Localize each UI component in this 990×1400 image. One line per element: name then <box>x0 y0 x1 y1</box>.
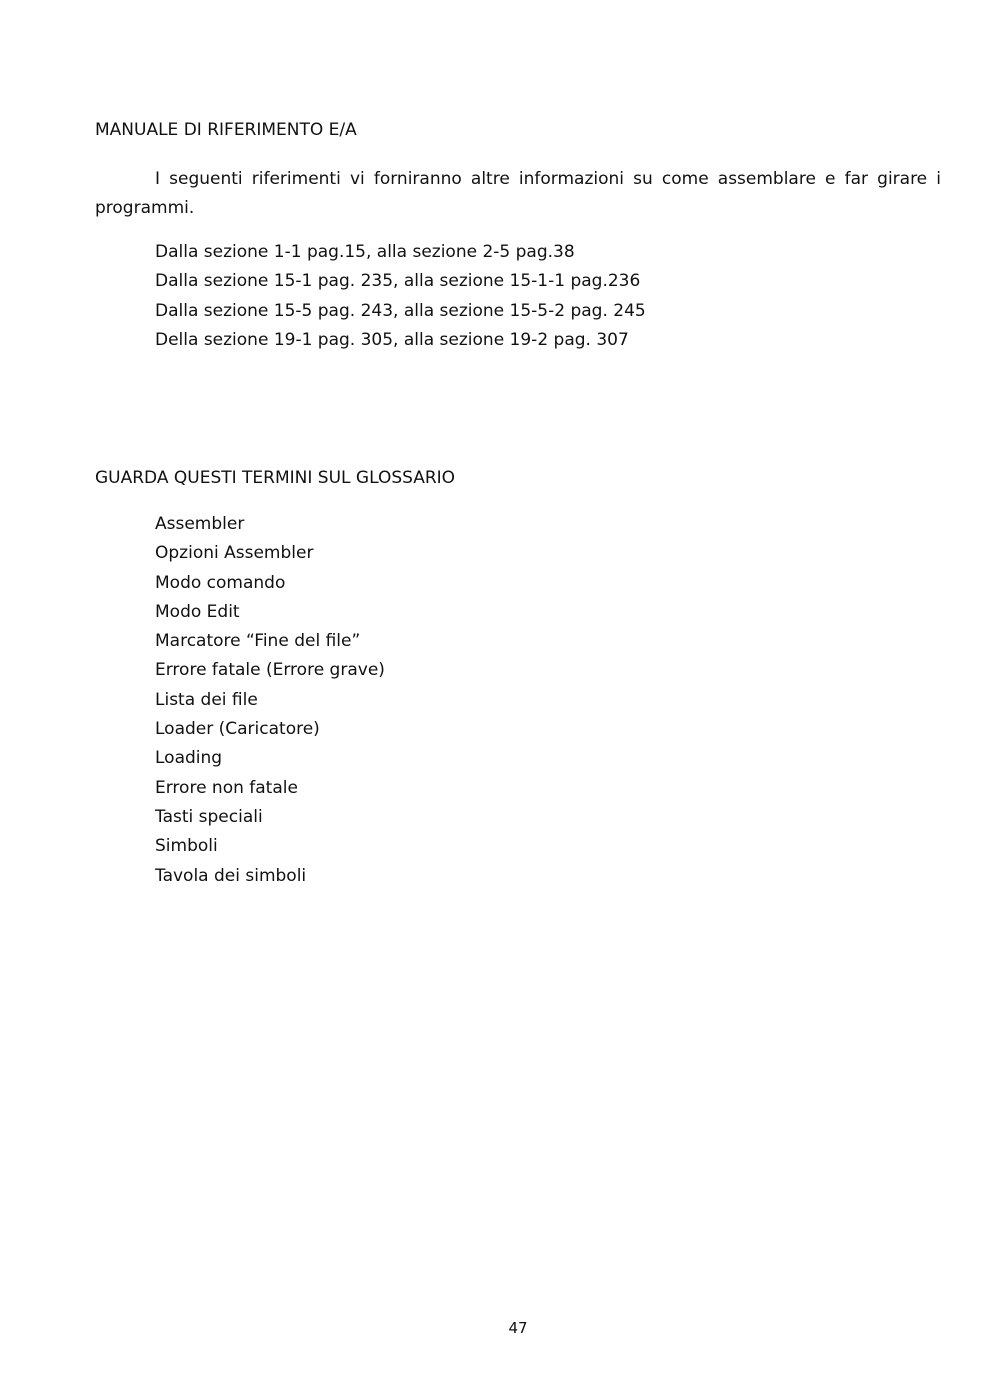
glossary-term: Modo comando <box>155 572 286 593</box>
section-heading-glossary: GUARDA QUESTI TERMINI SUL GLOSSARIO <box>95 468 456 488</box>
reference-item: Della sezione 19-1 pag. 305, alla sezione 19-2 pag. 307 <box>155 329 629 350</box>
glossary-term: Errore non fatale <box>155 777 298 798</box>
glossary-term: Simboli <box>155 836 218 857</box>
reference-item: Dalla sezione 15-5 pag. 243, alla sezione 15-5-2 pag. 245 <box>155 300 646 321</box>
glossary-term: Loader (Caricatore) <box>155 719 320 740</box>
intro-paragraph: I seguenti riferimenti vi forniranno altre informazioni su come assemblare e far girare i programmi. <box>95 169 941 218</box>
glossary-term: Opzioni Assembler <box>155 543 314 564</box>
page-number: 47 <box>508 1319 528 1337</box>
glossary-term: Lista dei file <box>155 689 258 710</box>
glossary-term: Tasti speciali <box>155 806 263 827</box>
reference-item: Dalla sezione 1-1 pag.15, alla sezione 2-5 pag.38 <box>155 242 575 262</box>
section-heading-references: MANUALE DI RIFERIMENTO E/A <box>95 120 357 140</box>
reference-list <box>155 238 646 355</box>
glossary-term-list <box>155 510 385 891</box>
reference-item: Dalla sezione 15-1 pag. 235, alla sezione 15-1-1 pag.236 <box>155 271 641 292</box>
glossary-term: Marcatore “Fine del file” <box>155 631 361 652</box>
glossary-term: Assembler <box>155 514 245 534</box>
glossary-term: Loading <box>155 748 223 769</box>
glossary-term: Tavola dei simboli <box>155 865 307 886</box>
glossary-term: Modo Edit <box>155 601 240 622</box>
glossary-term: Errore fatale (Errore grave) <box>155 660 385 681</box>
